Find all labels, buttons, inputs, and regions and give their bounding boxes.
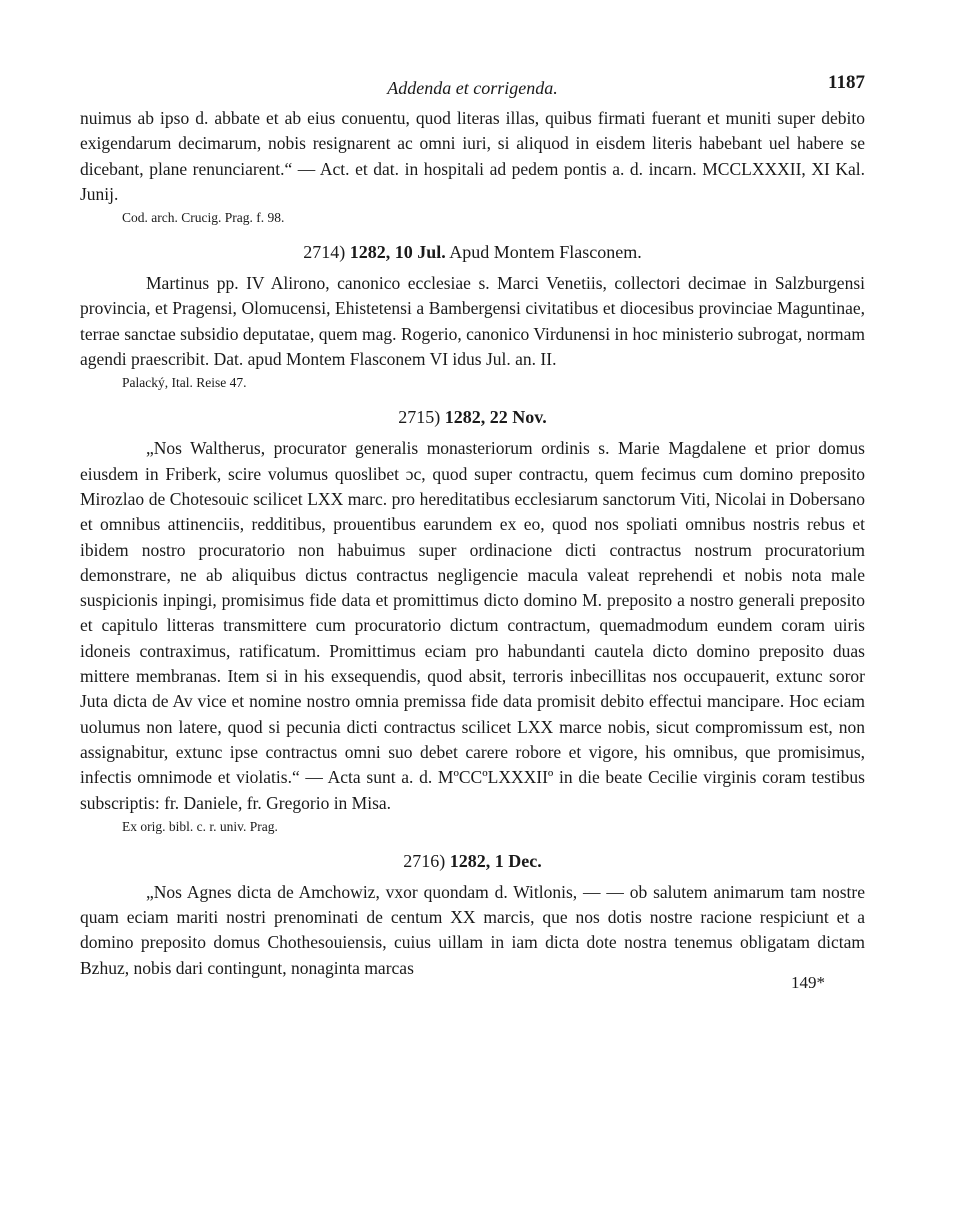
document-entry-2715 (80, 407, 865, 836)
document-entry-2716 (80, 851, 865, 981)
entry-place: Apud Montem Flasconem. (449, 242, 642, 263)
entry-text: Martinus pp. IV Alirono, canonico ecclesiae s. Marci Venetiis, collectori decimae in Salzburgensi provincia, et Pragensi, Olomucensi, Ehistetensi a Bambergensi civitatibus et diocesibus provinciae Maguntinae, terrae sanctae subsidio deputatae, quem mag. Rogerio, canonico Virdunensi in hoc ministerio subrogat, normam agendi praescribit. Dat. apud Montem Flasconem VI idus Jul. an. II. (80, 273, 865, 370)
source-note: Palacký, Ital. Reise 47. (122, 375, 247, 391)
entry-heading (80, 407, 865, 428)
document-entry-2714 (80, 242, 865, 393)
entry-text: „Nos Waltherus, procurator generalis monasteriorum ordinis s. Marie Magdalene et prior domus eiusdem in Friberk, scire volumus quoslibet ɔc, quod super contractu, quem fecimus cum domino preposito Mirozlao de Chotesouic scilicet LXX marc. pro hereditatibus ecclesiarum sanctorum Viti, Nicolai in Dobersano et omnibus attinenciis, redditibus, prouentibus earundem ex eo, quod nos spoliati omnibus nostris rebus et ibidem nostro procuratorio non habuimus super ordinacione dicti contractus nostrum procuratorium demonstrare, ne ab aliquibus dictus contractus negligencie macula valeat reprehendi et nobis nota male suspicionis inpingi, promisimus fide data et promittimus dicto domino M. preposito a nostro generali preposito et capitulo litteras transmittere cum procuratorio dictum contractum, quemadmodum eundem coram uiris idoneis contraximus, ratificatum. Promittimus eciam pro habundanti cautela dicto domino preposito duas mittere membranas. Item si in his exsequendis, quod absit, terroris inbecillitas nos occupauerit, extunc soror Juta dicta de Av vice et nomine nostro omnia premissa fide data promisit debito effectui mancipare. Hoc eciam uolumus non latere, quod si pecunia dicti contractus scilicet LXX marce nobis, sicut compromissum est, non assignabitur, extunc ipse contractus omni suo debet carere robore et vigore, his omnibus, que promisimus, infectis omnimode et violatis.“ — Acta sunt a. d. MºCCºLXXXIIº in die beate Cecilie virginis coram testibus subscriptis: fr. Daniele, fr. Gregorio in Misa. (80, 438, 865, 813)
entry-number: 2714) (303, 242, 346, 263)
entry-heading (80, 851, 865, 872)
entry-heading (80, 242, 865, 263)
continuation-paragraph: nuimus ab ipso d. abbate et ab eius conuentu, quod literas illas, quibus firmati fuerant et muniti super debito exigendarum decimarum, nobis resignarent ac omni iuri, si aliquod in eisdem literis habebant uel habere se dicebant, plane renunciarent.“ — Act. et dat. in hospitali ad pedem pontis a. d. incarn. MCCLXXXII, XI Kal. Junij. (80, 108, 865, 204)
source-note: Ex orig. bibl. c. r. univ. Prag. (122, 818, 278, 834)
source-note: Cod. arch. Crucig. Prag. f. 98. (122, 210, 285, 226)
entry-date: 1282, 10 Jul. (349, 242, 446, 263)
page-number: 1187 (828, 72, 865, 93)
running-head (80, 72, 865, 106)
running-title: Addenda et corrigenda. (387, 78, 558, 98)
entry-number: 2715) (398, 407, 441, 428)
signature-mark: 149* (791, 973, 825, 993)
entry-text: „Nos Agnes dicta de Amchowiz, vxor quondam d. Witlonis, — — ob salutem animarum tam nostre quam eciam mariti nostri prenominati de centum XX marcis, que nos dotis nostre racione respiciunt et a domino preposito domus Chothesouiensis, cuius uillam in iam dicta dote nostra tenemus obligatam dictam Bzhuz, nobis dari contingunt, nonaginta marcas (80, 881, 865, 978)
page (80, 72, 865, 993)
entry-number: 2716) (403, 850, 446, 871)
entry-date: 1282, 1 Dec. (449, 850, 542, 871)
entry-date: 1282, 22 Nov. (444, 407, 547, 428)
